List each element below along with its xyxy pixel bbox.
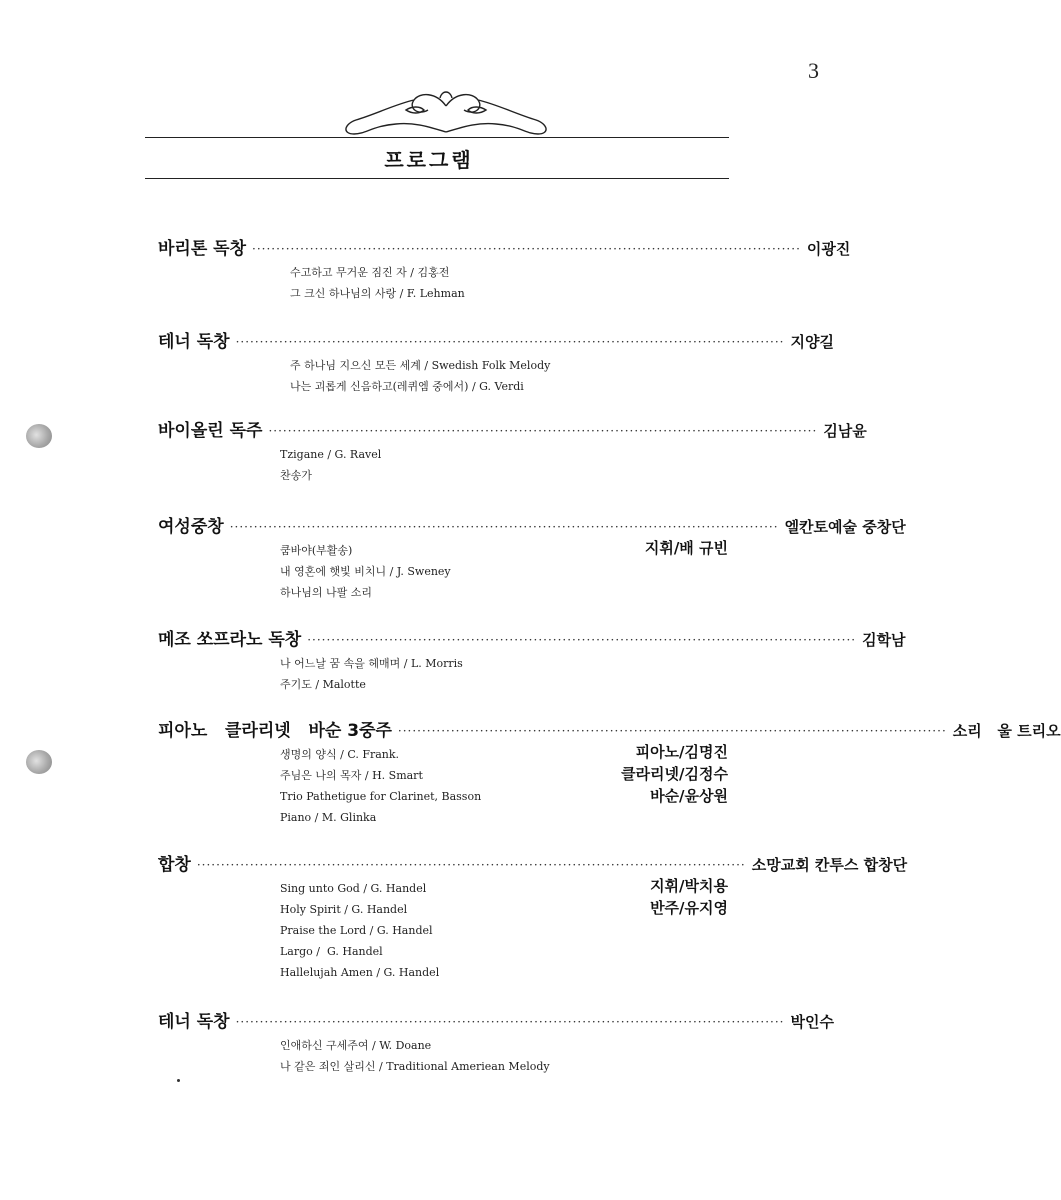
piece-line: 주님은 나의 목자 / H. Smart <box>280 769 423 782</box>
piece-line: 하나님의 나팔 소리 <box>280 586 373 599</box>
piece-line: 인애하신 구세주여 / W. Doane <box>280 1039 432 1052</box>
piece-line: Holy Spirit / G. Handel <box>280 903 408 916</box>
punch-hole-mark <box>26 424 52 448</box>
piece-line: 쿰바야(부활송) <box>280 544 353 557</box>
dot-leader: ·················································································································· <box>307 633 857 647</box>
section-credit: 바순/윤상원 <box>650 787 728 805</box>
section-title: 바리톤 독창 <box>158 239 247 259</box>
dot-leader: ·················································································································· <box>397 724 947 738</box>
section-performer: 김남윤 <box>823 422 867 440</box>
program-section <box>158 720 1061 828</box>
section-performer: 김학남 <box>862 631 906 649</box>
section-performer: 소리 울 트리오 <box>952 722 1061 740</box>
piece-line: 나 같은 죄인 살리신 / Traditional Ameriean Melody <box>280 1060 550 1073</box>
section-title: 테너 독창 <box>158 332 230 352</box>
piece-line: Tzigane / G. Ravel <box>280 448 382 461</box>
section-credit: 지휘/박치용 <box>650 877 728 895</box>
piece-line: Trio Pathetigue for Clarinet, Basson <box>280 790 482 803</box>
section-title: 피아노 클라리넷 바순 3중주 <box>158 721 392 741</box>
program-section <box>158 629 906 695</box>
piece-line: Largo / G. Handel <box>280 945 383 958</box>
page-title: 프로그램 <box>384 148 474 172</box>
piece-line: Hallelujah Amen / G. Handel <box>280 966 440 979</box>
section-performer: 엘칸토예술 중창단 <box>784 518 906 536</box>
page-number: 3 <box>808 58 819 83</box>
program-section <box>158 420 867 486</box>
piece-line: Sing unto God / G. Handel <box>280 882 427 895</box>
dot-leader: ·················································································································· <box>268 424 818 438</box>
flourish-ornament-icon <box>336 84 556 144</box>
program-section <box>158 516 906 603</box>
section-performer: 박인수 <box>790 1013 834 1031</box>
section-title: 테너 독창 <box>158 1012 230 1032</box>
section-performer: 소망교회 칸투스 합창단 <box>751 856 908 874</box>
dot-leader: ·················································································································· <box>252 242 801 256</box>
piece-line: 나 어느날 꿈 속을 헤매며 / L. Morris <box>280 657 463 670</box>
piece-line: 나는 괴롭게 신음하고(레퀴엠 중에서) / G. Verdi <box>290 380 524 393</box>
program-section <box>158 238 851 304</box>
section-credit: 반주/유지영 <box>650 899 728 917</box>
section-title: 바이올린 독주 <box>158 421 263 441</box>
section-performer: 지양길 <box>790 333 834 351</box>
section-credit: 지휘/배 규빈 <box>644 539 728 557</box>
section-performer: 이광진 <box>806 240 851 258</box>
section-title: 여성중창 <box>158 517 224 537</box>
program-section <box>158 331 834 397</box>
title-rule-top <box>145 137 729 138</box>
piece-line: 수고하고 무거운 짐진 자 / 김홍전 <box>290 266 450 279</box>
dot-leader: ·················································································································· <box>235 335 785 349</box>
section-title: 메조 쏘프라노 독창 <box>158 630 302 650</box>
title-rule-bottom <box>145 178 729 179</box>
piece-line: 생명의 양식 / C. Frank. <box>280 748 400 761</box>
program-section <box>158 854 908 983</box>
dot-leader: ·················································································································· <box>235 1015 785 1029</box>
program-section <box>158 1011 834 1077</box>
section-title: 합창 <box>158 855 191 875</box>
dot-leader: ·················································································································· <box>229 520 779 534</box>
piece-line: 주기도 / Malotte <box>280 678 366 691</box>
piece-line: 찬송가 <box>280 469 312 482</box>
piece-line: Praise the Lord / G. Handel <box>280 924 433 937</box>
piece-line: 그 크신 하나님의 사랑 / F. Lehman <box>290 287 465 300</box>
section-credit: 피아노/김명진 <box>635 743 728 761</box>
piece-line: 내 영혼에 햇빛 비치니 / J. Sweney <box>280 565 451 578</box>
piece-line: 주 하나님 지으신 모든 세계 / Swedish Folk Melody <box>290 359 551 372</box>
punch-hole-mark <box>26 750 52 774</box>
dot-leader: ·················································································································· <box>196 858 746 872</box>
section-credit: 클라리넷/김정수 <box>621 765 728 783</box>
piece-line: Piano / M. Glinka <box>280 811 377 824</box>
ink-speck <box>177 1079 180 1082</box>
